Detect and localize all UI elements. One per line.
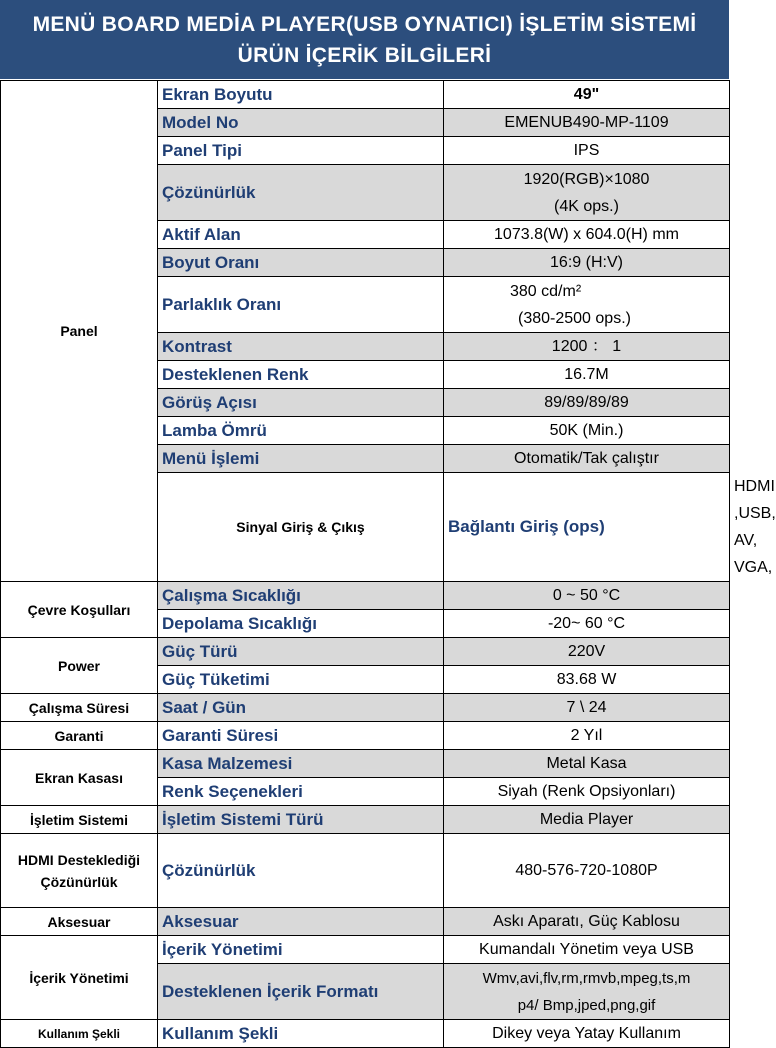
row-value-lamba-omru: 50K (Min.) — [444, 417, 730, 445]
row-label-baglanti: Bağlantı Giriş (ops) — [444, 473, 730, 582]
category-calisma-suresi: Çalışma Süresi — [1, 694, 158, 722]
row-label-model-no: Model No — [158, 109, 444, 137]
row-value-icerik-formati — [444, 964, 730, 1020]
category-power: Power — [1, 638, 158, 694]
row-label-parlaklik: Parlaklık Oranı — [158, 277, 444, 333]
header-title-line1: MENÜ BOARD MEDİA PLAYER(USB OYNATICI) İŞLETİM SİSTEMİ — [32, 12, 697, 36]
row-label-desteklenen-renk: Desteklenen Renk — [158, 361, 444, 389]
row-value-model-no: EMENUB490-MP-1109 — [444, 109, 730, 137]
row-label-gorus-acisi: Görüş Açısı — [158, 389, 444, 417]
row-value-boyut-orani: 16:9 (H:V) — [444, 249, 730, 277]
row-value-ekran-boyutu: 49" — [444, 81, 730, 109]
table-row — [1, 1020, 730, 1048]
row-value-hdmi-cozunurluk: 480-576-720-1080P — [444, 834, 730, 908]
cozunurluk-value-line2: (4K ops.) — [554, 197, 619, 215]
table-row — [1, 582, 730, 610]
row-label-depolama-sicakligi: Depolama Sıcaklığı — [158, 610, 444, 638]
header-banner — [0, 0, 729, 79]
table-row — [1, 936, 730, 964]
row-label-guc-turu: Güç Türü — [158, 638, 444, 666]
row-label-kasa-malzemesi: Kasa Malzemesi — [158, 750, 444, 778]
row-value-saat-gun: 7 \ 24 — [444, 694, 730, 722]
icerik-format-line2: p4/ Bmp,jped,png,gif — [517, 996, 656, 1014]
table-row — [1, 722, 730, 750]
table-row — [1, 806, 730, 834]
row-value-parlaklik — [444, 277, 730, 333]
category-icerik-yonetimi: İçerik Yönetimi — [1, 936, 158, 1020]
category-sinyal: Sinyal Giriş & Çıkış — [158, 473, 444, 582]
parlaklik-value-line2: (380-2500 ops.) — [518, 309, 631, 327]
row-label-garanti-suresi: Garanti Süresi — [158, 722, 444, 750]
category-kullanim-sekli: Kullanım Şekli — [1, 1020, 158, 1048]
row-value-garanti-suresi: 2 Yıl — [444, 722, 730, 750]
row-label-saat-gun: Saat / Gün — [158, 694, 444, 722]
category-isletim-sistemi: İşletim Sistemi — [1, 806, 158, 834]
row-value-menu-islemi: Otomatik/Tak çalıştır — [444, 445, 730, 473]
row-value-renk-secenekleri: Siyah (Renk Opsiyonları) — [444, 778, 730, 806]
category-panel: Panel — [1, 81, 158, 582]
row-value-kontrast: 1200 ： 1 — [444, 333, 730, 361]
row-label-isletim-turu: İşletim Sistemi Türü — [158, 806, 444, 834]
category-garanti: Garanti — [1, 722, 158, 750]
row-value-kasa-malzemesi: Metal Kasa — [444, 750, 730, 778]
row-value-guc-turu: 220V — [444, 638, 730, 666]
spec-table — [0, 80, 776, 1048]
row-label-renk-secenekleri: Renk Seçenekleri — [158, 778, 444, 806]
row-label-ekran-boyutu: Ekran Boyutu — [158, 81, 444, 109]
header-title-line2: ÜRÜN İÇERİK BİLGİLERİ — [237, 43, 492, 67]
row-label-aktif-alan: Aktif Alan — [158, 221, 444, 249]
row-label-menu-islemi: Menü İşlemi — [158, 445, 444, 473]
category-hdmi: HDMI Desteklediği Çözünürlük — [1, 834, 158, 908]
row-value-aktif-alan: 1073.8(W) x 604.0(H) mm — [444, 221, 730, 249]
row-value-isletim-turu: Media Player — [444, 806, 730, 834]
row-label-boyut-orani: Boyut Oranı — [158, 249, 444, 277]
row-value-calisma-sicakligi: 0 ~ 50 °C — [444, 582, 730, 610]
row-value-kullanim-sekli: Dikey veya Yatay Kullanım — [444, 1020, 730, 1048]
table-row — [1, 834, 730, 908]
row-value-icerik-yonetimi: Kumandalı Yönetim veya USB — [444, 936, 730, 964]
row-value-aksesuar: Askı Aparatı, Güç Kablosu — [444, 908, 730, 936]
row-value-panel-tipi: IPS — [444, 137, 730, 165]
row-label-aksesuar: Aksesuar — [158, 908, 444, 936]
row-value-desteklenen-renk: 16.7M — [444, 361, 730, 389]
row-label-hdmi-cozunurluk: Çözünürlük — [158, 834, 444, 908]
row-label-calisma-sicakligi: Çalışma Sıcaklığı — [158, 582, 444, 610]
row-label-icerik-yonetimi: İçerik Yönetimi — [158, 936, 444, 964]
row-value-depolama-sicakligi: -20~ 60 °C — [444, 610, 730, 638]
row-label-panel-tipi: Panel Tipi — [158, 137, 444, 165]
table-row — [1, 81, 730, 109]
parlaklik-value-line1: 380 cd/m² — [510, 282, 582, 300]
category-aksesuar: Aksesuar — [1, 908, 158, 936]
row-label-kontrast: Kontrast — [158, 333, 444, 361]
table-row — [1, 638, 730, 666]
table-row — [1, 750, 730, 778]
table-row: Sinyal Giriş & Çıkış Bağlantı Giriş (ops) HDMI ,USB, AV, VGA, — [1, 473, 730, 582]
row-value-cozunurluk — [444, 165, 730, 221]
cozunurluk-value-line1: 1920(RGB)×1080 — [523, 170, 650, 188]
row-value-gorus-acisi: 89/89/89/89 — [444, 389, 730, 417]
row-label-cozunurluk: Çözünürlük — [158, 165, 444, 221]
row-label-lamba-omru: Lamba Ömrü — [158, 417, 444, 445]
row-label-guc-tuketimi: Güç Tüketimi — [158, 666, 444, 694]
row-value-guc-tuketimi: 83.68 W — [444, 666, 730, 694]
table-row — [1, 908, 730, 936]
row-label-icerik-formati: Desteklenen İçerik Formatı — [158, 964, 444, 1020]
row-label-kullanim-sekli: Kullanım Şekli — [158, 1020, 444, 1048]
icerik-format-line1: Wmv,avi,flv,rm,rmvb,mpeg,ts,m — [482, 969, 691, 987]
table-row — [1, 694, 730, 722]
category-ekran-kasasi: Ekran Kasası — [1, 750, 158, 806]
category-cevre: Çevre Koşulları — [1, 582, 158, 638]
